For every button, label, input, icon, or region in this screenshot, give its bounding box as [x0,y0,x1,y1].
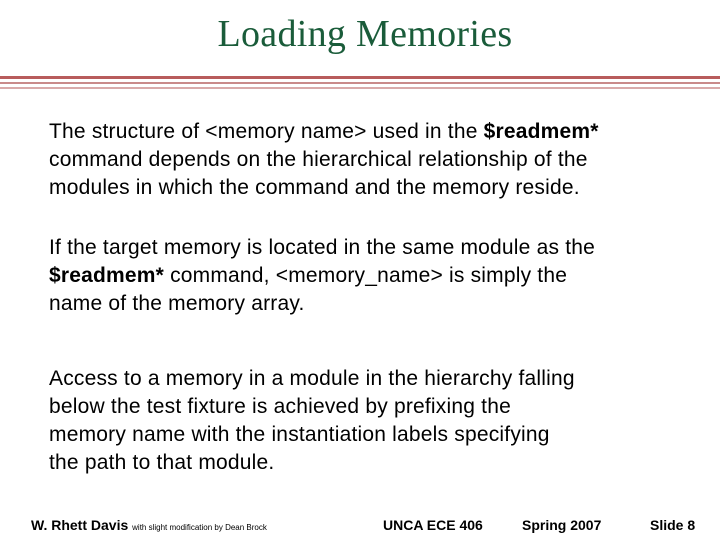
paragraph-2-line-3: name of the memory array. [49,292,305,315]
footer-course: UNCA ECE 406 [383,517,483,533]
title-rule-bottom [0,87,720,89]
footer-author-note: with slight modification by Dean Brock [132,523,267,532]
readmem-keyword: $readmem* [483,120,599,143]
footer-author-name: W. Rhett Davis [31,517,129,533]
slide-title: Loading Memories [217,13,513,55]
paragraph-3-line-3: memory name with the instantiation labels specifying [49,423,550,446]
title-rule-top [0,76,720,79]
paragraph-2-line-2-text: command, <memory_name> is simply the [164,264,568,287]
footer-slide-number: Slide 8 [650,517,696,533]
paragraph-1-line-1 [49,118,689,146]
footer-author [31,517,267,533]
paragraph-2 [49,234,689,318]
paragraph-2-line-2 [49,262,689,290]
paragraph-3-line-4: the path to that module. [49,451,275,474]
paragraph-1-line-2: command depends on the hierarchical relationship of the [49,148,588,171]
paragraph-1-line-1-text: The structure of <memory name> used in the [49,120,484,143]
readmem-keyword: $readmem* [49,264,165,287]
paragraph-3-line-2: below the test fixture is achieved by prefixing the [49,395,511,418]
paragraph-1-line-3: modules in which the command and the memory reside. [49,176,580,199]
paragraph-1 [49,118,689,202]
title-rule-middle [0,82,720,84]
paragraph-3-line-1: Access to a memory in a module in the hierarchy falling [49,367,575,390]
paragraph-3 [49,365,689,477]
footer-date: Spring 2007 [522,517,602,533]
paragraph-2-line-1: If the target memory is located in the same module as the [49,236,595,259]
